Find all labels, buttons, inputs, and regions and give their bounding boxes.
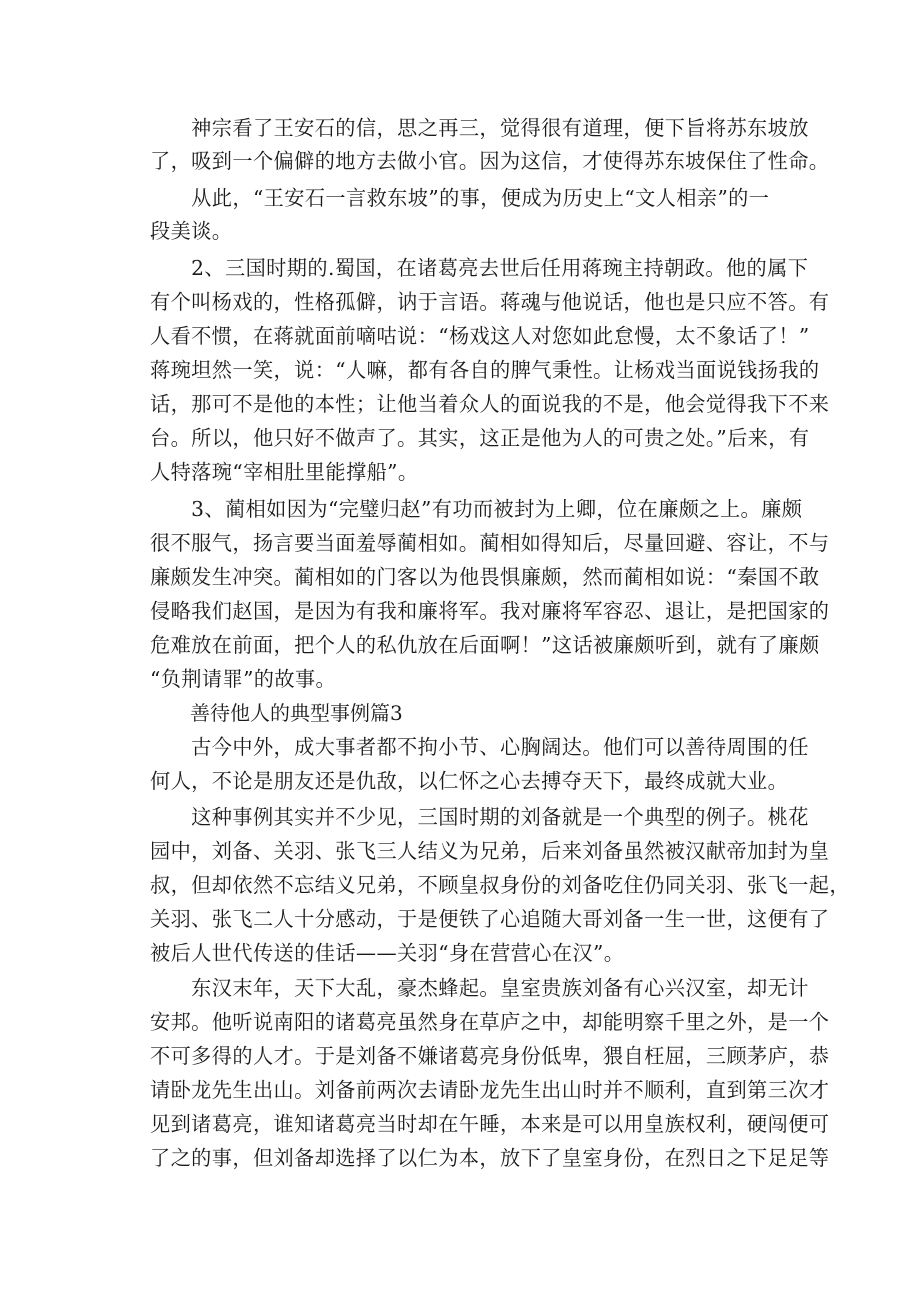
paragraph-line: 有个叫杨戏的，性格孤僻，讷于言语。蒋魂与他说话，他也是只应不答。有 — [150, 290, 830, 314]
paragraph-line: 2、三国时期的.蜀国，在诸葛亮去世后任用蒋琬主持朝政。他的属下 — [150, 256, 809, 280]
paragraph-line: 段美谈。 — [150, 219, 233, 243]
paragraph-line: “负荆请罪”的故事。 — [150, 667, 337, 691]
paragraph-line: 台。所以，他只好不做声了。其实，这正是他为人的可贵之处。”后来，有 — [150, 426, 810, 450]
paragraph-line: 蒋琬坦然一笑，说：“人嘛，都有各自的脾气秉性。让杨戏当面说钱扬我的 — [150, 358, 820, 382]
paragraph-line: 何人，不论是朋友还是仇敌，以仁怀之心去搏夺天下，最终成就大业。 — [150, 769, 789, 793]
paragraph-line: 安邦。他听说南阳的诸葛亮虽然身在草庐之中，却能明察千里之外，是一个 — [150, 1010, 830, 1034]
paragraph-line: 人特落琬“宰相肚里能撑船”。 — [150, 460, 419, 484]
paragraph-line: 请卧龙先生出山。刘备前两次去请卧龙先生出山时并不顺利，直到第三次才 — [150, 1078, 830, 1102]
paragraph-line: 古今中外，成大事者都不拘小节、心胸阔达。他们可以善待周围的任 — [150, 735, 809, 759]
paragraph-line: 神宗看了王安石的信，思之再三，觉得很有道理，便下旨将苏东坡放 — [150, 116, 809, 140]
paragraph-line: 3、蔺相如因为“完璧归赵”有功而被封为上卿，位在廉颇之上。廉颇 — [150, 497, 803, 521]
paragraph-line: 廉颇发生冲突。蔺相如的门客以为他畏惧廉颇，然而蔺相如说：“秦国不敢 — [150, 565, 820, 589]
paragraph-line: 了，吸到一个偏僻的地方去做小官。因为这信，才使得苏东坡保住了性命。 — [150, 149, 830, 173]
paragraph-line: 从此，“王安石一言救东坡”的事，便成为历史上“文人相亲”的一 — [150, 186, 770, 210]
paragraph-line: 不可多得的人才。于是刘备不嫌诸葛亮身份低卑，猥自枉屈，三顾茅庐，恭 — [150, 1044, 830, 1068]
paragraph-line: 人看不惯，在蒋就面前嘀咕说：“杨戏这人对您如此怠慢，太不象话了！” — [150, 324, 810, 348]
paragraph-line: 了之的事，但刘备却选择了以仁为本，放下了皇室身份，在烈日之下足足等 — [150, 1146, 830, 1170]
paragraph-line: 见到诸葛亮，谁知诸葛亮当时却在午睡，本来是可以用皇族权利，硬闯便可 — [150, 1112, 830, 1136]
paragraph-line: 话，那可不是他的本性；让他当着众人的面说我的不是，他会觉得我下不来 — [150, 392, 830, 416]
paragraph-line: 东汉末年，天下大乱，豪杰蜂起。皇室贵族刘备有心兴汉室，却无计 — [150, 976, 809, 1000]
paragraph-line: 叔，但却依然不忘结义兄弟，不顾皇叔身份的刘备吃住仍同关羽、张飞一起， — [150, 873, 850, 897]
paragraph-line: 园中，刘备、关羽、张飞三人结义为兄弟，后来刘备虽然被汉献帝加封为皇 — [150, 839, 830, 863]
paragraph-line: 危难放在前面，把个人的私仇放在后面啊！”这话被廉颇听到，就有了廉颇 — [150, 633, 820, 657]
paragraph-line: 被后人世代传送的佳话——关羽“身在营营心在汉”。 — [150, 941, 625, 965]
section-heading: 善待他人的典型事例篇3 — [190, 701, 403, 725]
paragraph-line: 很不服气，扬言要当面羞辱蔺相如。蔺相如得知后，尽量回避、容让，不与 — [150, 531, 830, 555]
paragraph-line: 这种事例其实并不少见，三国时期的刘备就是一个典型的例子。桃花 — [150, 805, 809, 829]
paragraph-line: 侵略我们赵国，是因为有我和廉将军。我对廉将军容忍、退让，是把国家的 — [150, 599, 830, 623]
paragraph-line: 关羽、张飞二人十分感动，于是便铁了心追随大哥刘备一生一世，这便有了 — [150, 907, 830, 931]
